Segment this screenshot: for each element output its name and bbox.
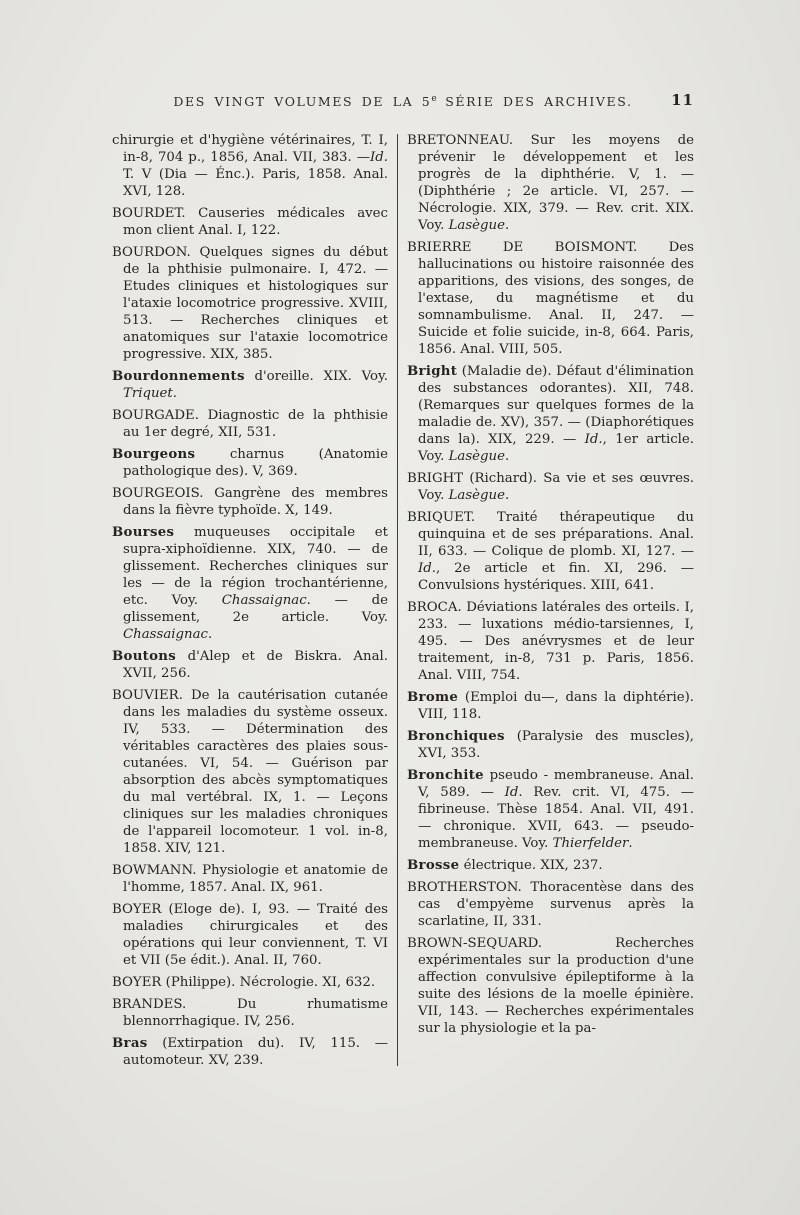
index-entry — [112, 996, 388, 1030]
entry-reference: Lasègue — [448, 218, 505, 233]
entry-reference: Lasègue — [448, 449, 505, 464]
index-entry — [407, 879, 694, 930]
entry-text: . — [505, 218, 510, 233]
entry-headword: Bourses — [112, 525, 175, 540]
index-entry — [112, 446, 388, 480]
index-entry — [407, 767, 694, 852]
entry-headword: Boutons — [112, 649, 177, 664]
page-number: 11 — [671, 91, 694, 109]
column-divider — [397, 134, 398, 1066]
entry-headword: Brome — [407, 690, 459, 705]
entry-reference: Lasègue — [448, 488, 505, 503]
entry-reference: Chassaignac — [221, 593, 307, 608]
entry-text: (Emploi du—, dans la diphtérie). VIII, 118. — [418, 690, 694, 722]
entry-text: BRIERRE DE BOISMONT. Des hallucinations ou histoire raisonnée des apparitions, des visions, des songes, de l'extase, du magnétisme et du somnambulisme. Anal. II, 247. — Suicide et folie suicide, in-8, 664. Paris, 1856. Anal. VIII, 505. — [407, 240, 694, 357]
entry-text: (Maladie de). Défaut d'élimination des substances odorantes). XII, 748. (Remarques sur quelques formes de la maladie de. XV), 357. — (Diaphorétiques dans la). XIX, 229. — — [418, 364, 694, 447]
entry-text: muqueuses occipitale et supra-xiphoïdienne. XIX, 740. — de glissement. Recherches cliniques sur les — de la région trochantérienne, etc. Voy. — [123, 525, 388, 608]
entry-text: . — [172, 386, 178, 401]
index-entry — [112, 687, 388, 857]
entry-text: BROCA. Déviations latérales des orteils. I, 233. — luxations médio-tarsiennes, I, 495. — Des anévrysmes et de leur traitement, in-8, 731 p. Paris, 1856. Anal. VIII, 754. — [407, 600, 694, 683]
column-right — [407, 132, 694, 1074]
index-entry — [112, 648, 388, 682]
index-entry — [407, 935, 694, 1037]
index-entry — [407, 728, 694, 762]
index-entry — [407, 239, 694, 358]
entry-text: BRETONNEAU. Sur les moyens de prévenir le développement et les progrès de la diphthérie. V, 1. — (Diphthérie ; 2e article. VI, 257. — Nécrologie. XIX, 379. — Rev. crit. XIX. Voy. — [407, 133, 694, 233]
column-left — [112, 132, 388, 1074]
index-entry — [112, 485, 388, 519]
entry-reference: Triquet — [123, 386, 173, 401]
entry-text: . — de glissement, 2e article. Voy. — [123, 593, 389, 625]
entry-text: BOUVIER. De la cautérisation cutanée dans les maladies du système osseux. IV, 533. — Détermination des véritables caractères des plaies sous-cutanées. VI, 54. — Guérison par absorption des abcès symptomatiques du mal vertébral. IX, 1. — Leçons cliniques sur les maladies chroniques de l'appareil locomoteur. 1 vol. in-8, 1858. XIV, 121. — [112, 688, 388, 856]
index-entry — [407, 599, 694, 684]
entry-reference: Thierfelder — [552, 836, 629, 851]
entry-text: BRIQUET. Traité thérapeutique du quinquina et de ses préparations. Anal. II, 633. — Colique de plomb. XI, 127. — — [407, 510, 694, 559]
index-entry — [112, 524, 388, 643]
entry-text: charnus (Anatomie pathologique des). V, 369. — [123, 447, 388, 479]
entry-text: BOURGADE. Diagnostic de la phthisie au 1er degré, XII, 531. — [112, 408, 388, 440]
entry-text: BRIGHT (Richard). Sa vie et ses œuvres. Voy. — [407, 471, 694, 503]
entry-text: électrique. XIX, 237. — [459, 858, 603, 873]
entry-text: , 2e article et fin. XI, 296. — Convulsions hystériques. XIII, 641. — [418, 561, 694, 593]
index-entry — [112, 901, 388, 969]
entry-headword: Bras — [112, 1036, 148, 1051]
entry-text: chirurgie et d'hygiène vétérinaires, T. I, in-8, 704 p., 1856, Anal. VII, 383. — — [112, 133, 388, 165]
entry-headword: Bright — [407, 364, 458, 379]
index-entry — [407, 132, 694, 234]
entry-reference: Id — [504, 785, 519, 800]
index-entry — [112, 974, 388, 991]
entry-text: BOWMANN. Physiologie et anatomie de l'homme, 1857. Anal. IX, 961. — [112, 863, 388, 895]
index-entry — [407, 509, 694, 594]
index-entry — [407, 470, 694, 504]
scanned-page — [112, 91, 694, 1074]
entry-text: (Paralysie des muscles), XVI, 353. — [418, 729, 694, 761]
entry-headword: Bronchiques — [407, 729, 505, 744]
entry-text: d'Alep et de Biskra. Anal. XVII, 256. — [123, 649, 388, 681]
entry-text: BOURDON. Quelques signes du début de la phthisie pulmonaire. I, 472. — Etudes cliniques et histologiques sur l'ataxie locomotrice progressive. XVIII, 513. — Recherches cliniques et anatomiques sur l'ataxie locomotrice progressive. XIX, 385. — [112, 245, 388, 362]
running-title-pre: DES VINGT VOLUMES DE LA 5 — [173, 94, 432, 110]
entry-text: d'oreille. XIX. Voy. — [244, 369, 388, 384]
entry-text: BOYER (Philippe). Nécrologie. XI, 632. — [112, 975, 376, 990]
entry-text: BRANDES. Du rhumatisme blennorrhagique. IV, 256. — [112, 997, 388, 1029]
index-entry — [112, 862, 388, 896]
entry-reference: Id. — [584, 432, 603, 447]
entry-headword: Brosse — [407, 858, 460, 873]
entry-text: BOURGEOIS. Gangrène des membres dans la fièvre typhoïde. X, 149. — [112, 486, 388, 518]
entry-text: . — [628, 836, 633, 851]
index-entry — [407, 689, 694, 723]
page-header — [112, 91, 694, 122]
entry-reference: Id. — [418, 561, 436, 576]
entry-text: , 1er article. Voy. — [418, 432, 694, 464]
entry-text: . Rev. crit. VI, 475. — fibrineuse. Thèse 1854. Anal. VII, 491. — chronique. XVII, 643. — pseudo-membraneuse. Voy. — [418, 785, 694, 851]
page-body — [112, 132, 694, 1074]
index-entry — [112, 368, 388, 402]
entry-headword: Bourdonnements — [112, 369, 245, 384]
entry-headword: Bourgeons — [112, 447, 196, 462]
entry-text: . — [505, 488, 510, 503]
entry-headword: Bronchite — [407, 768, 484, 783]
index-entry — [112, 244, 388, 363]
index-entry — [112, 205, 388, 239]
index-entry — [407, 857, 694, 874]
entry-text: . — [207, 627, 213, 642]
entry-text: BOURDET. Causeries médicales avec mon client Anal. I, 122. — [112, 206, 388, 238]
running-title — [112, 94, 694, 109]
index-entry — [407, 363, 694, 465]
entry-text: (Extirpation du). IV, 115. — automoteur. XV, 239. — [123, 1036, 388, 1068]
entry-reference: Chassaignac — [123, 627, 208, 642]
entry-text: BOYER (Eloge de). I, 93. — Traité des maladies chirurgicales et des opérations qui leur conviennent, T. VI et VII (5e édit.). Anal. II, 760. — [112, 902, 388, 968]
index-entry — [112, 407, 388, 441]
entry-text: BROWN-SEQUARD. Recherches expérimentales sur la production d'une affection convulsive épileptiforme à la suite des lésions de la moelle épinière. VII, 143. — Recherches expérimentales sur la physiologie et la pa- — [407, 936, 694, 1036]
entry-text: pseudo - membraneuse. Anal. V, 589. — — [418, 768, 694, 800]
entry-text: T. V (Dia — Énc.). Paris, 1858. Anal. XVI, 128. — [123, 167, 388, 199]
running-title-sup: e — [431, 94, 437, 104]
index-entry — [112, 1035, 388, 1069]
entry-text: BROTHERSTON. Thoracentèse dans des cas d'empyème survenus après la scarlatine, II, 331. — [407, 880, 694, 929]
running-title-post: SÉRIE DES ARCHIVES. — [436, 94, 633, 110]
entry-reference: Id. — [370, 150, 388, 165]
index-entry — [112, 132, 388, 200]
entry-text: . — [505, 449, 510, 464]
